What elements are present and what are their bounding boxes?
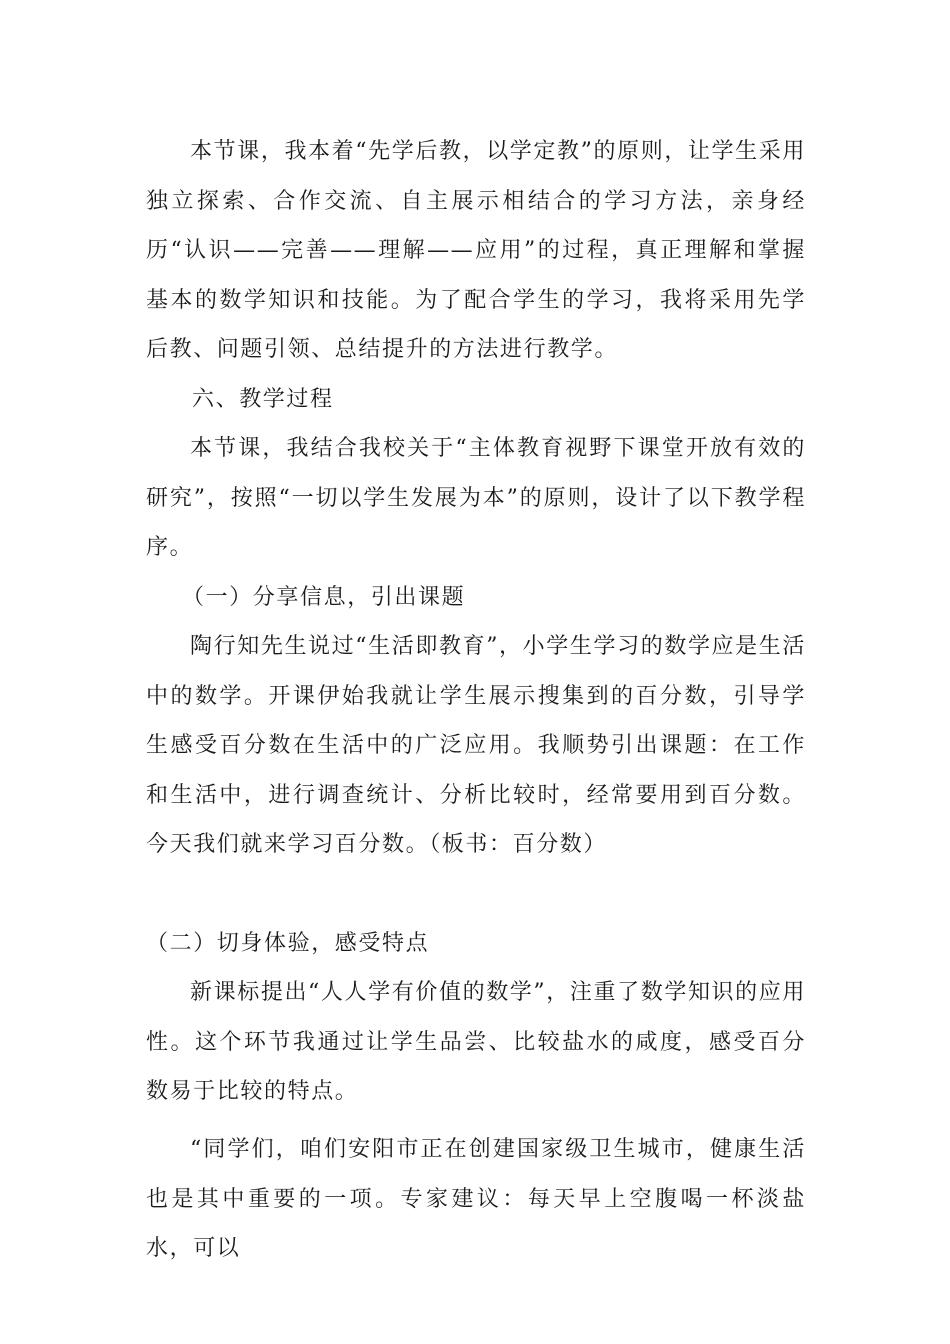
paragraph-teaching-design: 本节课，我结合我校关于“主体教育视野下课堂开放有效的研究”，按照“一切以学生发展为本”的原则，设计了以下教学程序。	[146, 436, 806, 560]
heading-teaching-process: 六、教学过程	[192, 387, 334, 412]
heading-section-one: （一）分享信息，引出课题	[182, 585, 466, 610]
paragraph-section-two: 新课标提出“人人学有价值的数学”，注重了数学知识的应用性。这个环节我通过让学生品尝、比较盐水的咸度，感受百分数易于比较的特点。	[146, 980, 806, 1104]
paragraph-section-one: 陶行知先生说过“生活即教育”，小学生学习的数学应是生活中的数学。开课伊始我就让学生展示搜集到的百分数，引导学生感受百分数在生活中的广泛应用。我顺势引出课题：在工作和生活中，进行调查统计、分析比较时，经常要用到百分数。今天我们就来学习百分数。（板书：百分数）	[146, 634, 806, 857]
heading-section-two: （二）切身体验，感受特点	[146, 931, 430, 956]
paragraph-teaching-method: 本节课，我本着“先学后教，以学定教”的原则，让学生采用独立探索、合作交流、自主展示相结合的学习方法，亲身经历“认识——完善——理解——应用”的过程，真正理解和掌握基本的数学知识和技能。为了配合学生的学习，我将采用先学后教、问题引领、总结提升的方法进行教学。	[146, 139, 806, 362]
paragraph-health-quote: “同学们，咱们安阳市正在创建国家级卫生城市，健康生活也是其中重要的一项。专家建议：每天早上空腹喝一杯淡盐水，可以	[146, 1137, 806, 1261]
